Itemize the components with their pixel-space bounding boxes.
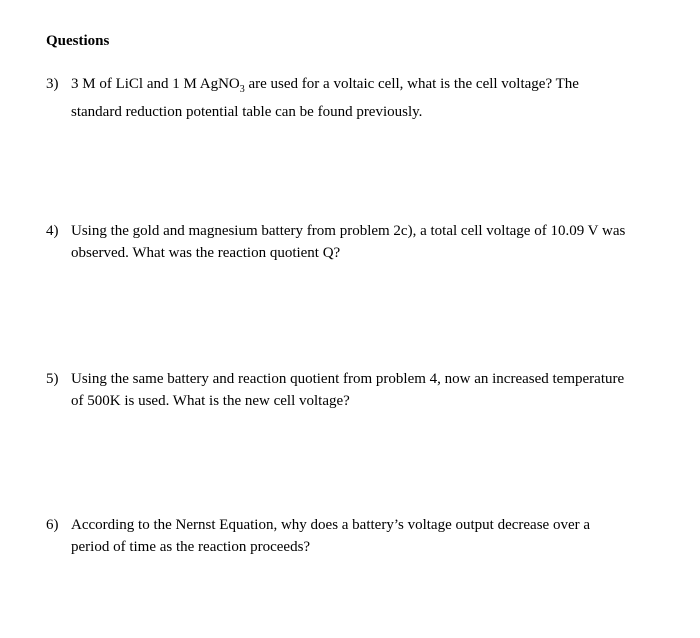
- page-title: Questions: [46, 33, 110, 49]
- question-text: Using the same battery and reaction quotient from problem 4, now an increased temperature of 500K is used. What is the new cell voltage?: [71, 371, 625, 409]
- question-number: 3): [46, 76, 59, 92]
- subscript: 3: [239, 84, 245, 95]
- question-5: [46, 368, 626, 412]
- question-4: [46, 220, 626, 264]
- question-text: Using the gold and magnesium battery from problem 2c), a total cell voltage of 10.09 V was observed. What was the reaction quotient Q?: [71, 223, 626, 261]
- question-text-pre: 3 M of LiCl and 1 M AgNO: [71, 76, 240, 92]
- question-number: 6): [46, 517, 59, 533]
- question-text-post: are used for a voltaic cell, what is the cell voltage? The standard reduction potential table can be found previously.: [71, 76, 579, 120]
- question-number: 4): [46, 223, 59, 239]
- question-text: [71, 73, 626, 123]
- question-3: [46, 73, 626, 123]
- question-text: According to the Nernst Equation, why does a battery’s voltage output decrease over a period of time as the reaction proceeds?: [71, 517, 591, 555]
- question-6: [46, 514, 626, 558]
- question-number: 5): [46, 371, 59, 387]
